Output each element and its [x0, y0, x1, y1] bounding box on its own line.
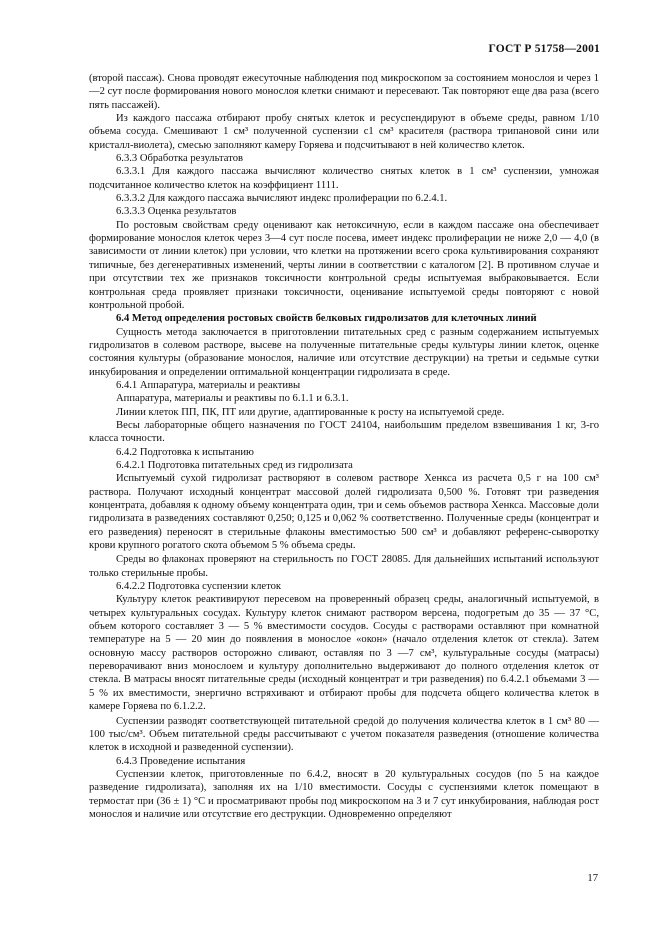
paragraph: Весы лабораторные общего назначения по ГОСТ 24104, наибольшим пределом взвешивания 1 кг, 3-го класса точности. — [89, 419, 599, 445]
page-number: 17 — [587, 873, 598, 884]
section-heading: 6.4.1 Аппаратура, материалы и реактивы — [116, 379, 301, 391]
section-title: 6.4 Метод определения ростовых свойств белковых гидролизатов для клеточных линий — [116, 313, 537, 325]
section-heading: 6.4.2.2 Подготовка суспензии клеток — [116, 581, 282, 593]
paragraph: Суспензии клеток, приготовленные по 6.4.2, вносят в 20 культуральных сосудов (по 5 на каждое разведение гидролизата), заполняя их на 1/10 вместимости. Сосуды с суспензиями клеток помещают в термостат при (36 ± 1) °С и просматривают пробы под микроскопом на 3 и 7 сут инкубирования, наблюдая рост монослоя и наличие или отсутствие его деструкции. Одновременно определяют — [89, 768, 599, 820]
paragraph: 6.3.3.2 Для каждого пассажа вычисляют индекс пролиферации по 6.2.4.1. — [116, 193, 448, 205]
section-heading: 6.4.2 Подготовка к испытанию — [116, 446, 254, 458]
paragraph: Из каждого пассажа отбирают пробу снятых клеток и ресуспендируют в объеме среды, равном 1/10 объема сосуда. Смешивают 1 см³ полученной суспензии с1 см³ красителя (раствора трипановой сини или кристалл-виолета), смесью заполняют камеру Горяева и подсчитывают в ней количество клеток. — [89, 113, 599, 151]
paragraph: Сущность метода заключается в приготовлении питательных сред с разным содержанием испытуемых гидролизатов в солевом растворе, высеве на полученные питательные среды культуры линии клеток, оценке состояния культуры (образование монослоя, наличие или отсутствие деструкции) на третьи и седьмые сутки инкубирования и определении оптимальной концентрации гидролизата в среде. — [89, 326, 599, 378]
paragraph: 6.3.3.1 Для каждого пассажа вычисляют количество снятых клеток в 1 см³ суспензии, умножая подсчитанное количество клеток на коэффициент 1111. — [89, 166, 599, 191]
paragraph: Аппаратура, материалы и реактивы по 6.1.1 и 6.3.1. — [116, 393, 349, 405]
paragraph: Испытуемый сухой гидролизат растворяют в солевом растворе Хенкса из расчета 0,5 г на 100 см³ раствора. Получают исходный концентрат массовой долей гидролизата 0,500 %. Готовят три разведения концентрата, добавляя к одному объему концентрата один, три и семь объемов раствора Хенкса. Массовые доли гидролизата в разведениях составляют 0,250; 0,125 и 0,062 % соответственно. Полученные среды (концентрат и его разведения) переносят в стерильные флаконы вместимостью 500 см³ и добавляют референс-сыворотку крови крупного рогатого скота объемом 5 % объема среды. — [89, 473, 599, 552]
paragraph: Среды во флаконах проверяют на стерильность по ГОСТ 28085. Для дальнейших испытаний используют только стерильные пробы. — [89, 554, 599, 579]
paragraph: Линии клеток ПП, ПК, ПТ или другие, адаптированные к росту на испытуемой среде. — [116, 406, 505, 418]
section-heading: 6.3.3.3 Оценка результатов — [116, 206, 237, 218]
standard-header: ГОСТ Р 51758—2001 — [488, 43, 600, 55]
paragraph: Суспензии разводят соответствующей питательной средой до получения количества клеток в 1 см³ 80 — 100 тыс/см³. Объем питательной среды рассчитывают с учетом показателя разведения (отношение количества клеток в исходной и разведенной суспензии). — [89, 715, 599, 754]
body-text — [89, 72, 599, 821]
paragraph: По ростовым свойствам среду оценивают как нетоксичную, если в каждом пассаже она обеспечивает формирование монослоя клеток через 3—4 сут после посева, имеет индекс пролиферации не ниже 2,0 — 4,0 (в зависимости от линии клеток) при условии, что клетки на протяжении всего срока культивирования сохраняют типичные, без дегенеративных изменений, черты линии в соответствии с каталогом [2]. В противном случае и при отсутствии тех же признаков токсичности контрольной среды испытуемая выбраковывается. Если контрольная среда проявляет признаки токсичности, оценивание испытуемой среды повторяют с новой контрольной пробой. — [89, 219, 599, 311]
paragraph: (второй пассаж). Снова проводят ежесуточные наблюдения под микроскопом за состоянием монослоя и через 1—2 сут после формирования нового монослоя клетки снимают и пересевают. Так повторяют еще два раза (всего пять пассажей). — [89, 73, 599, 111]
section-heading: 6.4.3 Проведение испытания — [116, 755, 246, 767]
section-heading: 6.4.2.1 Подготовка питательных сред из гидролизата — [116, 459, 353, 471]
paragraph: Культуру клеток реактивируют пересевом на проверенный образец среды, аналогичный испытуемой, в четырех культуральных сосудах. Культуру клеток снимают раствором версена, подогретым до 35 — 37 °С, объем которого составляет 3 — 5 % вместимости сосудов. Сосуды с растворами оставляют при комнатной температуре на 5 — 20 мин до появления в монослое «окон» (начало отделения клеток от стекла). Затем основную массу растворов осторожно сливают, оставляя по 3 —7 см³, культуральные сосуды (матрасы) переворачивают вниз монослоем и культуру дополнительно выдерживают до полного отделения клеток от стекла. В матрасы вносят питательные среды (исходный концентрат и три разведения) по 6.4.2.1 объемами 3 — 5 % их вместимости, энергично встряхивают и отбирают пробы для подсчета общего количества клеток в камере Горяева по 6.1.2.2. — [89, 594, 599, 713]
section-heading: 6.3.3 Обработка результатов — [116, 153, 243, 165]
